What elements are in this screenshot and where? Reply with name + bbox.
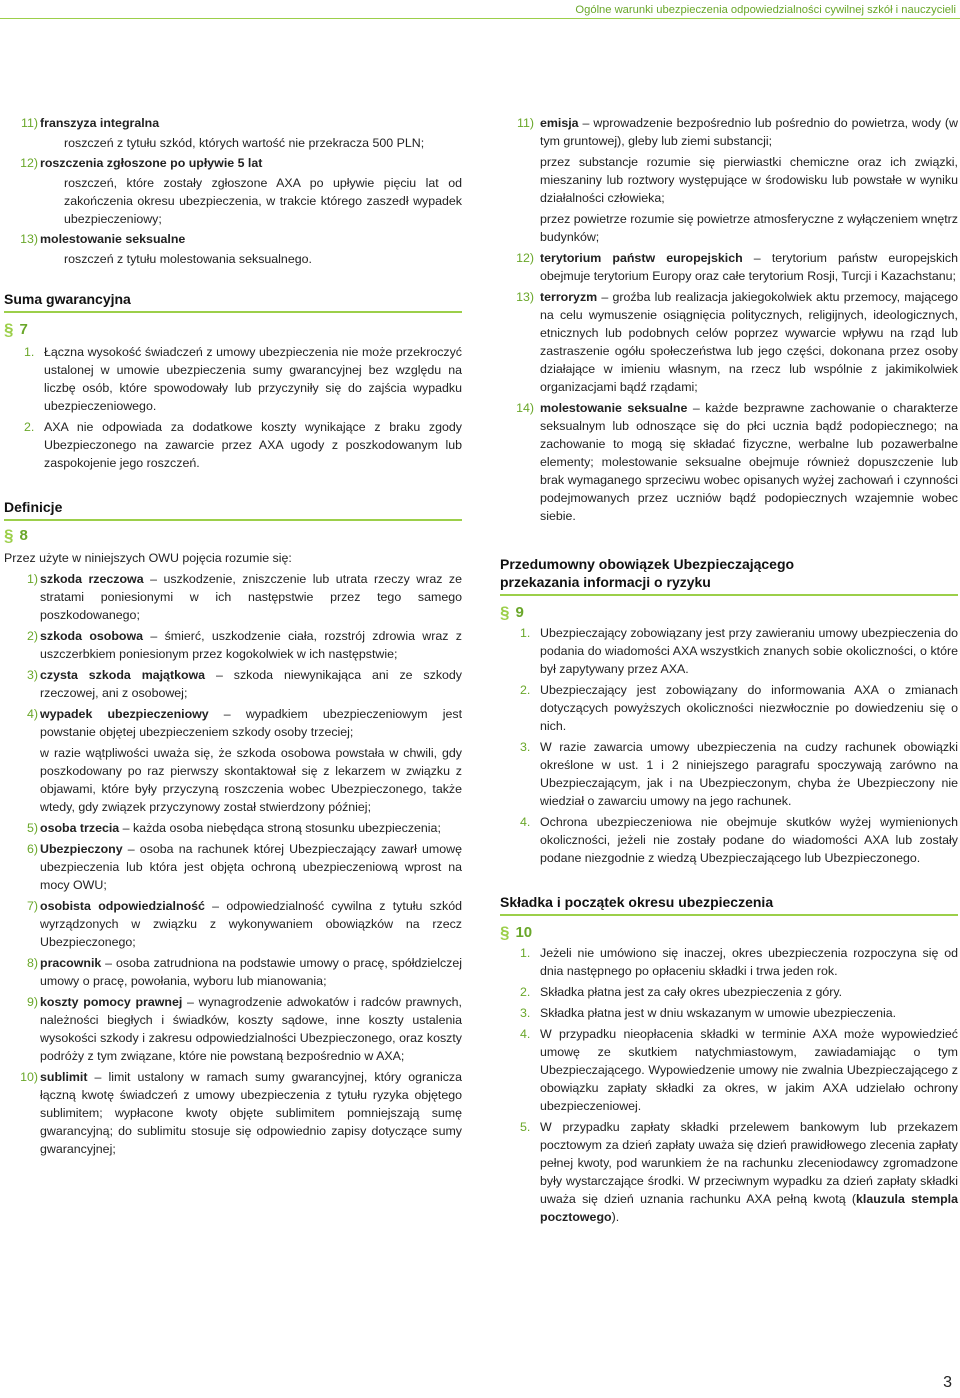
list-item: 13) molestowanie seksualne xyxy=(20,232,186,246)
definition-item xyxy=(4,570,462,624)
section-title: Definicje xyxy=(4,498,462,521)
definition-item xyxy=(4,954,462,990)
definition-text: – odpowiedzialność cywilna z tytułu szkód wyrządzonych w związku z wykonywaniem obowiązków na rzecz Ubezpieczonego; xyxy=(40,899,462,949)
paragraph-sign-icon: § xyxy=(500,923,510,942)
item-number: 7) xyxy=(26,899,38,913)
paragraph-list xyxy=(500,624,958,867)
definition-text: – wprowadzenie bezpośrednio lub pośrednio do powietrza, wody (w tym gruntowej), gleby lub ziemi substancji; xyxy=(540,116,958,148)
definition-term: czysta szkoda majątkowa xyxy=(40,668,206,682)
paragraph-number: 5. xyxy=(520,1120,531,1134)
section-number: § 9 xyxy=(500,603,524,622)
paragraph-list xyxy=(500,944,958,1226)
section-number: § 8 xyxy=(4,526,28,545)
definition-item xyxy=(4,993,462,1065)
definition-term: sublimit xyxy=(40,1070,88,1084)
paragraph: 1. Łączna wysokość świadczeń z umowy ubezpieczenia nie może przekroczyć ustalonej w umowie ubezpieczenia sumy gwarancyjnej bez względu na liczbę osób, które spowodowały lub przyczyniły się do zajścia wypadku ubezpieczeniowego. xyxy=(24,345,462,413)
intro-text: Przez użyte w niniejszych OWU pojęcia rozumie się: xyxy=(4,551,292,565)
paragraph-tail: ). xyxy=(611,1210,620,1224)
list-item-detail: roszczeń z tytułu szkód, których wartość nie przekracza 500 PLN; xyxy=(64,136,425,150)
definitions-list xyxy=(500,114,958,525)
paragraph xyxy=(500,681,958,735)
definition-term: koszty pomocy prawnej xyxy=(40,995,183,1009)
definition-term: Ubezpieczony xyxy=(40,842,123,856)
definition-term: szkoda osobowa xyxy=(40,629,144,643)
paragraph-number: 3. xyxy=(520,1006,531,1020)
definition-extra: w razie wątpliwości uważa się, że szkoda osobowa powstała w chwili, gdy poszkodowany po raz pierwszy skontaktował się z lekarzem w związku z objawami, które były przyczyną roszczenia wobec Ubezpieczonego, także wtedy, gdy związek przyczynowy został stwierdzony później; xyxy=(40,746,462,814)
list-item: 12) roszczenia zgłoszone po upływie 5 lat xyxy=(20,156,263,170)
definition-item xyxy=(4,705,462,741)
definition-item xyxy=(500,399,958,525)
definition-text: – każde bezprawne zachowanie o charakterze seksualnym lub odnoszące się do płci ucznia bądź podopiecznego; na zachowanie to mogą się składać fizyczne, werbalne lub pozawerbalne elementy; molestowanie seksualne obejmuje również dopuszczenie lub brak wymaganego sprzeciwu wobec opisanych wyżej zachowań i czynności podejmowanych przez uczniów bądź podopiecznych wzajemnie wobec siebie. xyxy=(540,401,959,523)
definition-extra: przez powietrze rozumie się powietrze atmosferyczne z wyłączeniem wnętrz budynków; xyxy=(540,212,958,244)
definition-item xyxy=(4,627,462,663)
definition-text: – szkoda niewynikająca ani ze szkody rzeczowej, ani z osobowej; xyxy=(40,668,462,700)
item-number: 13) xyxy=(516,290,534,304)
paragraph-text: W przypadku nieopłacenia składki w terminie AXA może wypowiedzieć umowę ze skutkiem natychmiastowym, zawiadamiając o tym Ubezpieczającego. Wypowiedzenie umowy nie zwalnia Ubezpieczającego z obowiązku zapłaty składki za okres, w jakim AXA udzielało ochrony ubezpieczeniowej. xyxy=(540,1027,958,1113)
paragraph xyxy=(500,1118,958,1226)
paragraph-text: Jeżeli nie umówiono się inaczej, okres ubezpieczenia rozpoczyna się od dnia następnego po opłaceniu składki i trwa jeden rok. xyxy=(540,946,958,978)
section-number: § 7 xyxy=(4,320,28,339)
item-number: 11) xyxy=(517,116,534,130)
paragraph-text: Ubezpieczający jest zobowiązany do informowania AXA o zmianach dotyczących powyższych okoliczności niezwłocznie po dowiedzeniu się o nich. xyxy=(540,683,958,733)
item-number: 1) xyxy=(26,572,38,586)
paragraph-number: 1. xyxy=(520,946,531,960)
definition-term: emisja xyxy=(540,116,579,130)
item-number: 10) xyxy=(20,1070,38,1084)
list-item-detail: roszczeń z tytułu molestowania seksualnego. xyxy=(64,252,312,266)
definition-item xyxy=(4,666,462,702)
paragraph xyxy=(500,1004,958,1022)
definition-text: – wynagrodzenie adwokatów i radców prawnych, należności biegłych i świadków, koszty sądowe, inne koszty ustalenia wysokości szkody i zakresu odpowiedzialności Ubezpieczonego, oraz koszty podróży z tym związane, które nie powstaną bezpośrednio w AXA; xyxy=(40,995,462,1063)
paragraph-number: 1. xyxy=(520,626,531,640)
definition-extra: przez substancje rozumie się pierwiastki chemiczne oraz ich związki, mieszaniny lub roztwory występujące w środowisku lub powstałe w wyniku działalności człowieka; xyxy=(540,155,958,205)
definition-item xyxy=(4,1068,462,1158)
paragraph xyxy=(500,944,958,980)
definition-item xyxy=(500,288,958,396)
paragraph-number: 3. xyxy=(520,740,531,754)
definition-text: – uszkodzenie, zniszczenie lub utrata rzeczy wraz ze stratami poniesionymi w ich następstwie przez tego samego poszkodowanego; xyxy=(40,572,462,622)
paragraph xyxy=(500,813,958,867)
definition-text: – osoba zatrudniona na podstawie umowy o pracę, spółdzielczej umowy o pracę, powołania, wyboru lub mianowania; xyxy=(40,956,462,988)
page-header xyxy=(0,0,960,19)
paragraph-sign-icon: § xyxy=(500,603,510,622)
definition-text: – wypadkiem ubezpieczeniowym jest powstanie objętej ubezpieczeniem szkody osoby trzeciej; xyxy=(40,707,463,739)
definition-text: – terytorium państw europejskich obejmuje terytorium Europy oraz całe terytorium Rosji, Turcji i Kazachstanu; xyxy=(540,251,958,283)
definition-text: – groźba lub realizacja jakiegokolwiek aktu przemocy, mającego na celu wymuszenie osiągnięcia politycznych, religijnych, ideologicznych, etnicznych lub podobnych celów poprzez wywarcie wpływu na rząd lub zastraszenie ogółu społeczeństwa lub jego części, dokonana przez osoby działające w imieniu własnym, na rzecz lub wspólnie z jakimikolwiek organizacjami bądź rządami; xyxy=(540,290,958,394)
paragraph: 2. AXA nie odpowiada za dodatkowe koszty wynikające z braku zgody Ubezpieczonego na zawarcie przez AXA ugody z poszkodowanym lub zaspokojenie jego roszczeń. xyxy=(24,420,462,470)
paragraph-text: Składka płatna jest w dniu wskazanym w umowie ubezpieczenia. xyxy=(540,1006,897,1020)
item-number: 4) xyxy=(26,707,38,721)
paragraph-number: 2. xyxy=(520,985,531,999)
item-number: 8) xyxy=(26,956,38,970)
paragraph xyxy=(500,983,958,1001)
definition-term: wypadek ubezpieczeniowy xyxy=(40,707,209,721)
paragraph-number: 2. xyxy=(520,683,531,697)
header-title: Ogólne warunki ubezpieczenia odpowiedzialności cywilnej szkół i nauczycieli xyxy=(575,4,956,16)
section-number: § 10 xyxy=(500,923,533,942)
paragraph-text: W razie zawarcia umowy ubezpieczenia na cudzy rachunek obowiązki określone w ust. 1 i 2 niniejszego paragrafu spoczywają zarówno na Ubezpieczającym, jak i na Ubezpieczonym, chyba że Ubezpieczony nie wiedział o zawarciu umowy na jego rachunek. xyxy=(540,740,958,808)
paragraph-text: Składka płatna jest za cały okres ubezpieczenia z góry. xyxy=(540,985,843,999)
definitions-list xyxy=(4,570,462,1158)
right-column xyxy=(500,114,958,1229)
paragraph-sign-icon: § xyxy=(4,526,14,545)
definition-text: – śmierć, uszkodzenie ciała, rozstrój zdrowia wraz z uszczerbkiem poniesionym przez kogokolwiek w ich następstwie; xyxy=(40,629,462,661)
paragraph-text: Ubezpieczający zobowiązany jest przy zawieraniu umowy ubezpieczenia do podania do wiadomości AXA wszystkich znanych sobie okoliczności, o które był zapytywany przez AXA. xyxy=(540,626,958,676)
item-number: 9) xyxy=(26,995,38,1009)
section-title: Suma gwarancyjna xyxy=(4,290,462,313)
section-title: Przedumowny obowiązek Ubezpieczającego przekazania informacji o ryzyku xyxy=(500,555,958,596)
paragraph-text: Ochrona ubezpieczeniowa nie obejmuje skutków wyżej wymienionych okoliczności, jeżeli nie zostały podane do wiadomości AXA lub zostały podane niezgodnie z wiedzą Ubezpieczającego lub Ubezpieczonego. xyxy=(540,815,958,865)
item-number: 3) xyxy=(26,668,38,682)
definition-item xyxy=(4,819,462,837)
definition-term: terroryzm xyxy=(540,290,598,304)
left-column xyxy=(4,114,462,1161)
list-item: 11) franszyza integralna xyxy=(21,116,160,130)
paragraph-number: 4. xyxy=(520,1027,531,1041)
definition-term: terytorium państw europejskich xyxy=(540,251,743,265)
definition-term: molestowanie seksualne xyxy=(540,401,688,415)
definition-text: – każda osoba niebędąca stroną stosunku ubezpieczenia; xyxy=(119,821,441,835)
section-title: Składka i początek okresu ubezpieczenia xyxy=(500,893,958,916)
paragraph-text: W przypadku zapłaty składki przelewem bankowym lub przekazem pocztowym za dzień zapłaty uważa się dzień prawidłowego zlecenia zapłaty pełnej kwoty, pod warunkiem że na rachunku zleceniodawcy zgromadzone były wystarczające środki. W przeciwnym wypadku za dzień zapłaty składki uważa się dzień uznania rachunku AXA pełną kwotą ( xyxy=(540,1120,958,1206)
definition-term: osobista odpowiedzialność xyxy=(40,899,205,913)
item-number: 14) xyxy=(516,401,534,415)
definition-text: – limit ustalony w ramach sumy gwarancyjnej, który ogranicza łączną kwotę świadczeń z umowy ubezpieczenia z tytułu ryzyka objętego sublimitem; wypłacone kwoty objęte sublimitem pomniejszają sumę gwarancyjną; do sublimitu stosuje się odpowiednio zapisy dotyczące sumy gwarancyjnej; xyxy=(40,1070,462,1156)
definition-item xyxy=(500,249,958,285)
item-number: 12) xyxy=(516,251,534,265)
definition-term: osoba trzecia xyxy=(40,821,120,835)
definition-item xyxy=(500,114,958,150)
item-number: 6) xyxy=(26,842,38,856)
definition-term: pracownik xyxy=(40,956,102,970)
definition-text: – osoba na rachunek której Ubezpieczający zawarł umowę ubezpieczenia lub która jest objęta ochroną ubezpieczeniową wprost na mocy OWU; xyxy=(40,842,462,892)
paragraph xyxy=(500,1025,958,1115)
paragraph-bold: klauzula stempla pocztowego xyxy=(540,1192,958,1224)
paragraph-number: 4. xyxy=(520,815,531,829)
item-number: 2) xyxy=(26,629,38,643)
paragraph xyxy=(500,738,958,810)
paragraph xyxy=(500,624,958,678)
definition-item xyxy=(4,897,462,951)
definition-term: szkoda rzeczowa xyxy=(40,572,144,586)
list-item-detail: roszczeń, które zostały zgłoszone AXA po upływie pięciu lat od zakończenia okresu ubezpieczenia, w trakcie którego zaszedł wypadek ubezpieczeniowy; xyxy=(64,176,462,226)
definition-item xyxy=(4,840,462,894)
item-number: 5) xyxy=(26,821,38,835)
paragraph-sign-icon: § xyxy=(4,320,14,339)
page-number: 3 xyxy=(943,1374,952,1391)
